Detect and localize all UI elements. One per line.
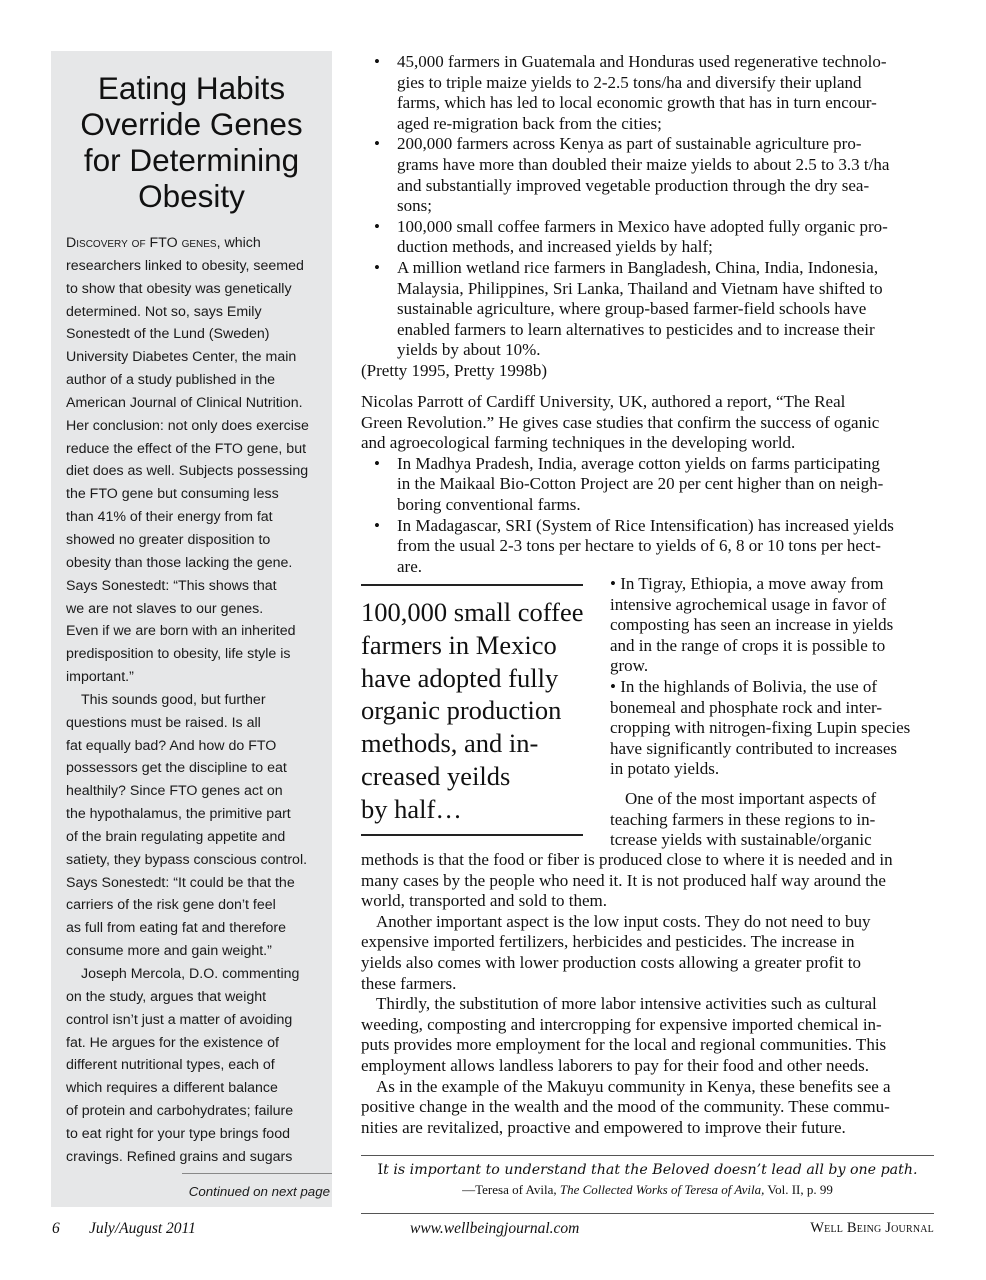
narrow-line: cropping with nitrogen-fixing Lupin species [610,718,911,738]
paragraph-line: methods is that the food or fiber is produced close to where it is needed and in [361,850,893,869]
pull-quote-line: creased yeilds [361,760,511,791]
sidebar-line: of protein and carbohydrates; failure [66,1103,294,1120]
paragraph-line: nities are revitalized, proactive and empowered to improve their future. [361,1117,846,1137]
sidebar-title-line: Eating Habits [97,70,286,106]
list-item [361,217,941,258]
list-item-line: In Madagascar, SRI (System of Rice Intensification) has increased yields [397,515,894,535]
sidebar-line: carriers of the risk gene don’t feel [66,897,276,914]
paragraph-line: puts provides more employment for the local and regional communities. This [361,1035,887,1055]
sidebar-line: showed no greater disposition to [66,531,271,548]
list-item-line: boring conventional farms. [397,494,581,514]
pull-quote-line: organic production [361,695,562,726]
bullet-list-top [361,52,941,382]
paragraph-line: and agroecological farming techniques in the developing world. [361,433,796,453]
sidebar-line: Says Sonestedt: “This shows that [66,577,277,594]
list-item-line: gies to triple maize yields to 2-2.5 tons/ha and diversify their upland [397,72,862,92]
sidebar-line: as full from eating fat and therefore [66,920,287,937]
paragraph-line: Nicolas Parrott of Cardiff University, UK, authored a report, “The Real [361,392,846,411]
sidebar-line: on the study, argues that weight [66,988,267,1005]
list-item-line: in the Maikaal Bio-Cotton Project are 20 per cent higher than on neigh- [397,474,884,494]
sidebar-line: Joseph Mercola, D.O. commenting [81,966,300,982]
sidebar-line: than 41% of their energy from fat [66,509,273,526]
quote-attribution [361,1182,934,1198]
list-item [361,134,941,216]
list-item-line: farms, which has led to local economic growth that has in turn encour- [397,93,877,113]
narrow-line: in potato yields. [610,759,720,779]
list-item-line: yields by about 10%. [397,340,541,360]
quote-text [361,1160,934,1180]
journal-name: Well Being Journal [810,1220,934,1236]
narrow-line: composting has seen an increase in yields [610,615,894,635]
pull-quote-line: have adopted fully [361,662,559,693]
sidebar-line: questions must be raised. Is all [66,714,261,731]
sidebar-line: University Diabetes Center, the main [66,349,297,366]
sidebar-line: reduce the effect of the FTO gene, but [66,440,307,457]
sidebar-lead-rest: , which [216,235,261,251]
list-item-line: 200,000 farmers across Kenya as part of sustainable agriculture pro- [397,134,862,154]
sidebar-line: Says Sonestedt: “It could be that the [66,874,295,891]
paragraph-line: Another important aspect is the low input costs. They do not need to buy [376,911,871,931]
list-item [361,258,941,361]
parrott-section [361,392,941,577]
narrow-line: and in the range of crops it is possible to [610,635,886,655]
sidebar-line: we are not slaves to our genes. [66,600,264,617]
sidebar-line: cravings. Refined grains and sugars [66,1148,293,1165]
narrow-line: • In Tigray, Ethiopia, a move away from [610,574,884,593]
list-item [361,454,941,516]
sidebar-line: Even if we are born with an inherited [66,623,296,640]
sidebar-line: of the brain regulating appetite and [66,828,286,845]
sidebar-line: Her conclusion: not only does exercise [66,417,309,434]
narrow-paragraph [610,789,940,851]
paragraph-line: employment allows landless laborers to pay for their food and other needs. [361,1055,869,1075]
sidebar-line: Sonestedt of the Lund (Sweden) [66,326,270,343]
sidebar-line: which requires a different balance [66,1080,278,1097]
sidebar-line: predisposition to obesity, life style is [66,646,291,663]
list-item-line: sons; [397,196,432,216]
pull-quote-line: by half… [361,793,462,824]
sidebar-title-line: Override Genes [80,106,303,142]
quote-bottom-rule [361,1213,934,1214]
sidebar-lead-line [66,232,334,255]
continued-on-next-page: Continued on next page [188,1184,330,1199]
citation: (Pretty 1995, Pretty 1998b) [361,360,548,380]
sidebar-line: the hypothalamus, the primitive part [66,806,291,823]
narrow-bullets [610,574,940,780]
list-item-line: grams have more than doubled their maize yields to about 2.5 to 3.3 t/ha [397,154,890,174]
list-item-line: duction methods, and increased yields by half; [397,237,713,257]
list-item-line: In Madhya Pradesh, India, average cotton yields on farms participating [397,453,880,473]
list-item-line: 45,000 farmers in Guatemala and Honduras used regenerative technolo- [397,52,887,71]
narrow-line: • In the highlands of Bolivia, the use of [610,676,878,696]
narrow-para-line: teaching farmers in these regions to in- [610,809,876,829]
narrow-line: bonemeal and phosphate rock and inter- [610,697,883,717]
bullet-icon: • [374,134,380,154]
website-link[interactable]: www.wellbeingjournal.com [410,1220,580,1237]
sidebar-line: control isn’t just a matter of avoiding [66,1011,293,1028]
sidebar-title [51,70,332,214]
sidebar-line: This sounds good, but further [81,691,266,708]
narrow-para-line: One of the most important aspects of [625,789,877,808]
sidebar-line: consume more and gain weight.” [66,943,272,960]
list-item-line: 100,000 small coffee farmers in Mexico have adopted fully organic pro- [397,216,888,236]
paragraph-line: Thirdly, the substitution of more labor intensive activities such as cultural [376,994,877,1014]
sidebar-body [66,232,334,1169]
sidebar-line: fat. He argues for the existence of [66,1034,279,1051]
sidebar-line: satiety, they bypass conscious control. [66,851,308,868]
narrow-line: have significantly contributed to increases [610,738,898,758]
paragraph-line: positive change in the wealth and the mood of the community. These commu- [361,1097,890,1117]
sidebar-line: author of a study published in the [66,372,276,389]
sidebar-line: determined. Not so, says Emily [66,303,262,320]
sidebar-line: obesity than those lacking the gene. [66,554,293,571]
sidebar-line: healthily? Since FTO genes act on [66,783,283,800]
continued-divider [182,1173,332,1174]
narrow-line: intensive agrochemical usage in favor of [610,594,887,614]
list-item-line: enabled farmers to learn alternatives to pesticides and to increase their [397,319,875,339]
paragraph-line: these farmers. [361,973,457,993]
quote-body: t is important to understand that the Beloved doesn’t lead all by one path. [383,1162,918,1178]
narrow-para-line: tcrease yields with sustainable/organic [610,830,872,850]
sidebar-line: diet does as well. Subjects possessing [66,463,309,480]
paragraph-line: expensive imported fertilizers, herbicides and pesticides. The increase in [361,932,855,952]
list-item-line: A million wetland rice farmers in Bangladesh, China, India, Indonesia, [397,257,879,277]
quote-attr-work: The Collected Works of Teresa of Avila, [559,1182,765,1197]
pull-quote-line: farmers in Mexico [361,629,557,660]
bullet-icon: • [374,257,380,277]
paragraph-line: Green Revolution.” He gives case studies that confirm the success of oganic [361,412,880,432]
sidebar-line: to eat right for your type brings food [66,1125,290,1142]
sidebar-lead-smallcaps: Discovery of FTO genes [66,235,217,251]
sidebar-line: the FTO gene but consuming less [66,486,279,503]
bullet-icon: • [374,52,380,71]
sidebar-line: fat equally bad? And how do FTO [66,737,277,754]
list-item-line: aged re-migration back from the cities; [397,113,662,133]
list-item-line: sustainable agriculture, where group-based farmer-field schools have [397,299,867,319]
sidebar-title-line: for Determining [83,142,300,178]
bullet-icon: • [374,515,380,535]
pull-quote-bottom-rule [361,834,583,836]
sidebar-line: to show that obesity was genetically [66,280,292,297]
sidebar-title-line: Obesity [138,178,245,214]
paragraph-line: weeding, composting and intercropping for expensive imported chemical in- [361,1014,882,1034]
quote-first-letter: I [377,1162,384,1178]
sidebar-line: important.” [66,669,134,686]
pull-quote-line: 100,000 small coffee [361,597,584,627]
list-item-line: from the usual 2-3 tons per hectare to yields of 6, 8 or 10 tons per hect- [397,536,881,556]
pull-quote-line: methods, and in- [361,728,539,759]
quote-top-rule [361,1155,934,1156]
list-item-line: are. [397,556,423,576]
page-number: 6 [52,1220,60,1237]
list-item-line: and substantially improved vegetable production through the dry sea- [397,175,870,195]
list-item [361,52,941,134]
sidebar-article [51,51,332,1207]
pull-quote [361,584,583,836]
sidebar-line: possessors get the discipline to eat [66,760,287,777]
paragraph-line: As in the example of the Makuyu community in Kenya, these benefits see a [376,1076,891,1096]
narrow-line: grow. [610,656,649,676]
sidebar-line: researchers linked to obesity, seemed [66,257,304,274]
quote-attr-suffix: Vol. II, p. 99 [764,1182,833,1197]
bullet-icon: • [374,453,380,473]
list-item-line: Malaysia, Philippines, Sri Lanka, Thailand and Vietnam have shifted to [397,278,883,298]
sidebar-line: American Journal of Clinical Nutrition. [66,394,303,411]
list-item [361,516,941,578]
issue-date: July/August 2011 [89,1220,196,1237]
paragraph-line: yields also comes with lower production costs allowing a greater profit to [361,952,861,972]
pull-quote-text [361,586,583,834]
sidebar-line: different nutritional types, each of [66,1057,275,1074]
body-paragraphs [361,850,941,1138]
paragraph-line: many cases by the people who need it. It is not produced half way around the [361,870,886,890]
bullet-icon: • [374,216,380,236]
quote-attr-prefix: —Teresa of Avila, [462,1182,560,1197]
paragraph-line: world, transported and sold to them. [361,891,607,911]
